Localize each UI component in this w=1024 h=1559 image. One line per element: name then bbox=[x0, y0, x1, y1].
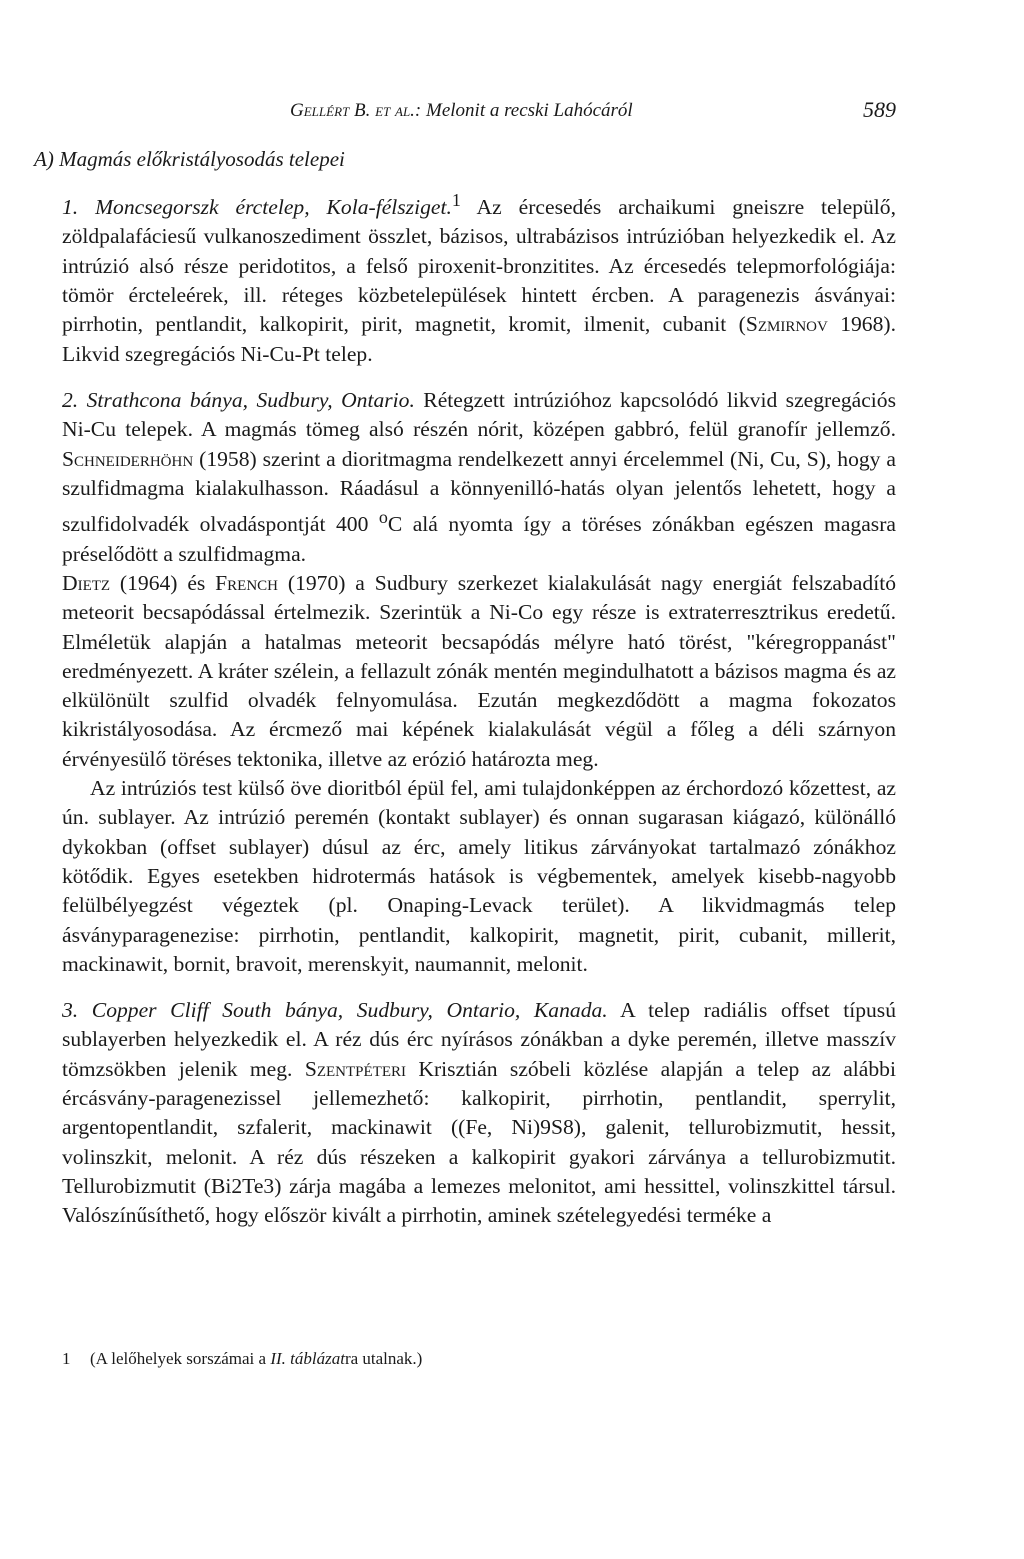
paragraph-intrusion bbox=[62, 774, 896, 979]
degree-sign: o bbox=[378, 507, 388, 528]
paragraph-text: (1970) a Sudbury szerkezet kialakulását nagy energiát felszabadító meteorit becsapódással értelmezik. Szerintük a Ni-Co egy része is extraterresztrikus eredetű. Elméletük alapján a hatalmas meteorit becsapódás mélyre ható törést, "kéregroppanást" eredményezett. A kráter szélein, a fellazult zónák mentén megindulhatott a bázisos magma és az elkülönült szulfid olvadék felnyomulása. Ezután megkezdődött a magma fokozatos kikristályosodása. Az ércmező mai képének kialakulását végül a főleg a déli szárnyon érvényesülő töréses tektonika, illetve az erózió határozta meg. bbox=[62, 570, 896, 771]
paragraph-text: (1958) szerint a dioritmagma rendelkezett annyi ércelemmel (Ni, Cu, S), hogy a szulfidmagma kialakulhasson. Ráadásul a könnyenilló-hatás olyan jelentős lehetett, hogy a szulfidolvadék olvadáspontját 400 bbox=[62, 446, 896, 537]
running-head bbox=[290, 100, 896, 122]
citation-author: Schneiderhöhn bbox=[62, 446, 194, 471]
header-title: Melonit a recski Lahócáról bbox=[426, 100, 633, 121]
paragraph-text: Krisztián szóbeli közlése alapján a telep az alábbi ércásvány-paragenezissel jellemezhető: kalkopirit, pirrhotin, pentlandit, sperrylit, argentopentlandit, szfalerit, mackinawit ((Fe, Ni)9S8), galenit, tellurobizmutit, hessit, volinszkit, melonit. A réz dús részeken a kalkopirit gyakori zárványa a tellurobizmutit. Tellurobizmutit (Bi2Te3) zárja magába a lemezes melonitot, ami hessittel, volinszkittel társul. Valószínűsíthető, hogy először kivált a pirrhotin, aminek szételegyedési terméke a bbox=[62, 1056, 896, 1228]
footnote-table-ref: II. táblázat bbox=[270, 1349, 345, 1368]
paragraph-strathcona bbox=[62, 386, 896, 569]
page-number: 589 bbox=[863, 97, 896, 122]
paragraph-text: Rétegzett intrúzióhoz kapcsolódó likvid szegregációs Ni-Cu telepek. A magmás tömeg alsó részén nórit, középen gabbró, felül granofír jellemző. bbox=[62, 387, 896, 442]
paragraph-text: 1968). Likvid szegregációs Ni-Cu-Pt telep. bbox=[62, 312, 896, 366]
section-title: A) Magmás előkristályosodás telepei bbox=[34, 147, 345, 171]
footnote-text: (A lelőhelyek sorszámai a bbox=[90, 1349, 271, 1368]
citation-author: French bbox=[215, 570, 279, 595]
paragraph-dietz-french bbox=[62, 569, 896, 774]
body-text bbox=[62, 186, 896, 1230]
paragraph-text: (1964) és bbox=[110, 570, 216, 595]
footnote-text: ra utalnak.) bbox=[344, 1349, 423, 1368]
paragraph-heading: 3. Copper Cliff South bánya, Sudbury, Ontario, Kanada. bbox=[62, 998, 608, 1023]
citation-author: Szentpéteri bbox=[304, 1056, 407, 1081]
footnote-number: 1 bbox=[62, 1349, 71, 1368]
footnote bbox=[62, 1349, 896, 1369]
citation-author: Szmirnov bbox=[745, 312, 828, 337]
citation-author: Dietz bbox=[62, 570, 111, 595]
paragraph-heading: 1. Moncsegorszk érctelep, Kola-félsziget. bbox=[62, 195, 452, 220]
paragraph-copper-cliff bbox=[62, 996, 896, 1230]
paragraph-text: Az ércesedés archaikumi gneiszre települő, zöldpalafáciesű vulkanoszediment összlet, bázisos, ultrabázisos intrúzióban helyezkedik el. Az intrúzió alsó része peridotitos, a felső piroxenit-bronzitites. Az ércesedés telepmorfológiája: tömör ércteleérek, ill. réteges közbetelepülések hintett ércben. A paragenezis ásványai: pirrhotin, pentlandit, kalkopirit, pirit, magnetit, kromit, ilmenit, cubanit ( bbox=[62, 195, 896, 337]
paragraph-heading: 2. Strathcona bánya, Sudbury, Ontario. bbox=[62, 387, 415, 412]
paragraph-moncsegorszk bbox=[62, 186, 896, 369]
paragraph-text: Az intrúziós test külső öve dioritból épül fel, ami tulajdonképpen az érchordozó kőzettest, az ún. sublayer. Az intrúzió peremén (kontakt sublayer) és onnan sugarasan kiágazó, különálló dykokban (offset sublayer) dúsul az érc, amely litikus zárványokat tartalmazó zónákhoz kötődik. Egyes esetekben hidrotermás hatások is végbementek, amelyek kisebb-nagyobb felülbélyegzést végeztek (pl. Onaping-Levack terület). A likvidmagmás telep ásványparagenezise: pirrhotin, pentlandit, kalkopirit, magnetit, pirit, cubanit, millerit, mackinawit, bornit, bravoit, merenskyit, naumannit, melonit. bbox=[62, 776, 896, 976]
paragraph-text: A telep radiális offset típusú sublayerben helyezkedik el. A réz dús érc nyírásos zónákban a dyke peremén, illetve masszív tömzsökben jelenik meg. bbox=[62, 998, 896, 1081]
footnote-ref: 1 bbox=[451, 190, 461, 210]
paragraph-text: C alá nyomta így a töréses zónákban egészen magasra préselődött a szulfidmagma. bbox=[62, 512, 896, 566]
header-author: Gellért B. et al.: bbox=[290, 100, 422, 121]
